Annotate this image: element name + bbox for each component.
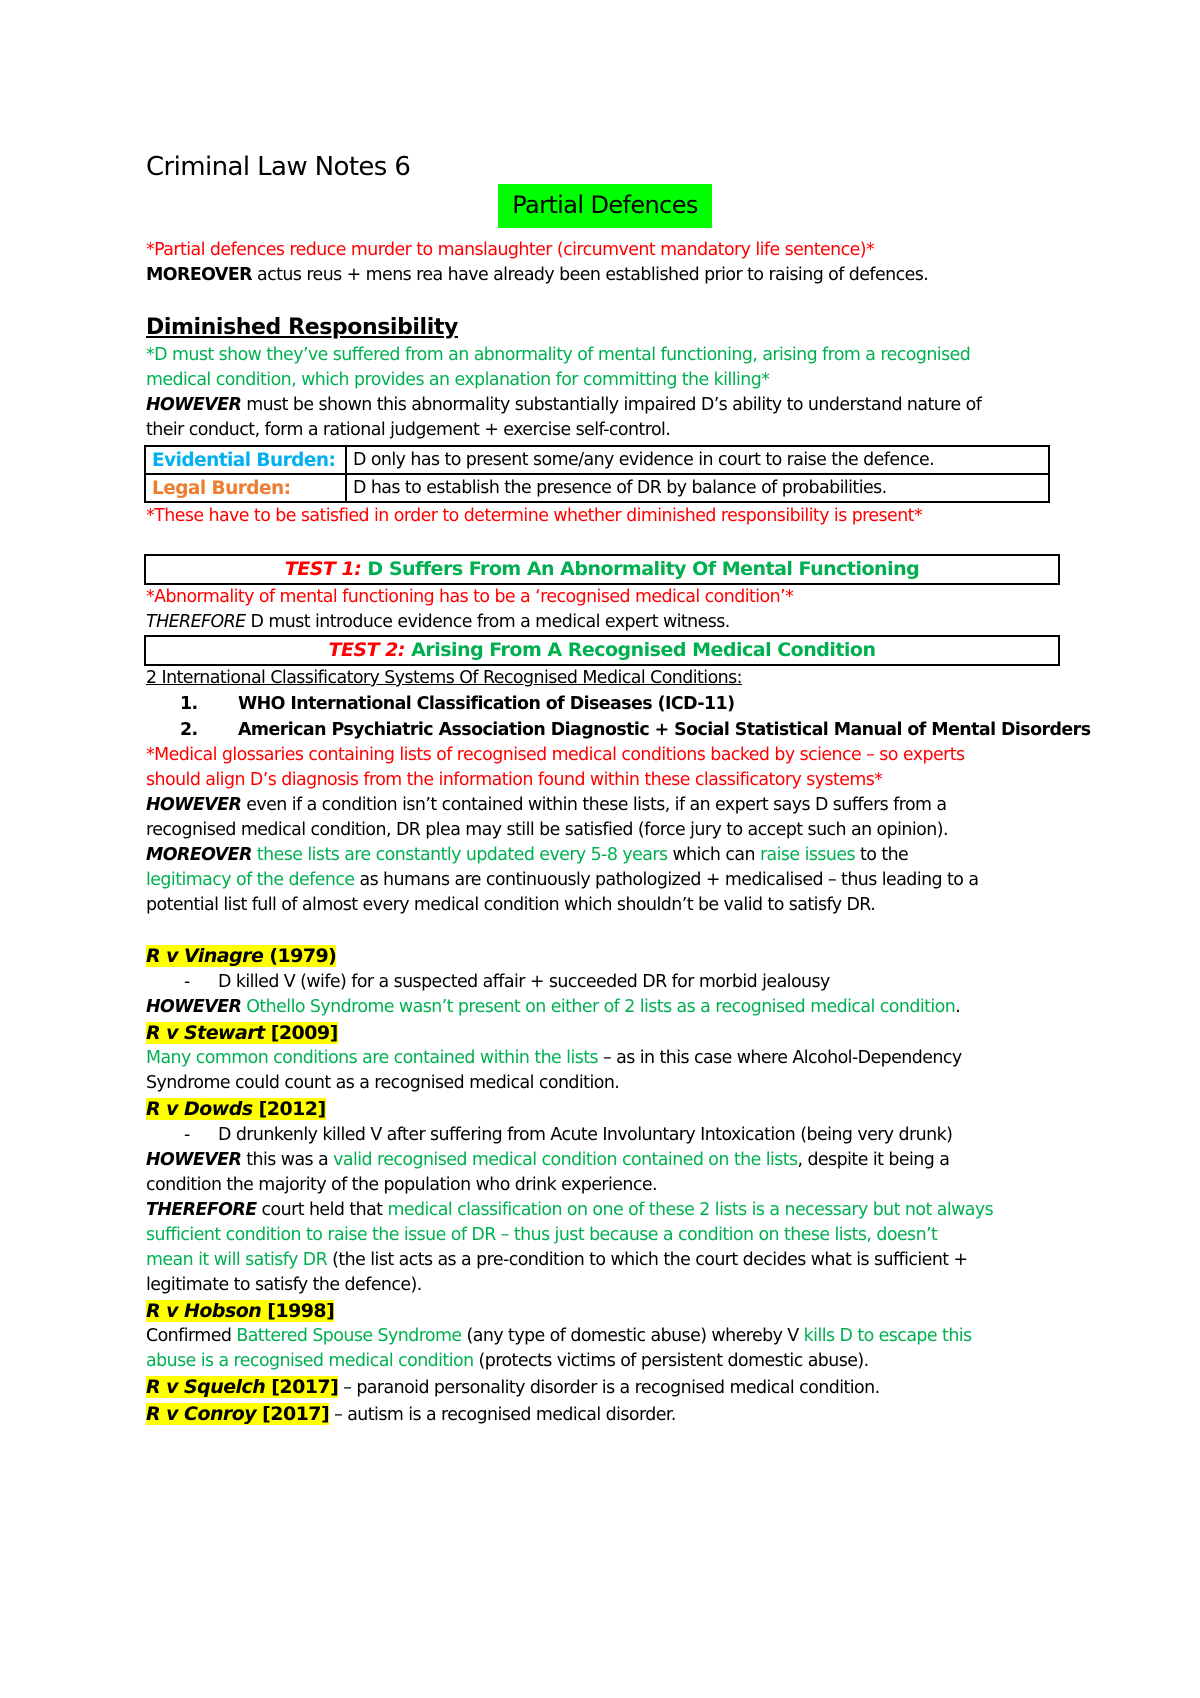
stewart-line [146,1046,1064,1071]
case-name: R v Stewart [146,1022,265,1044]
case-name: R v Squelch [146,1376,266,1398]
list-item [146,691,1064,717]
bullet-text: D drunkenly killed V after suffering from Acute Involuntary Intoxication (being very drunk) [218,1125,953,1145]
test-1-title: D Suffers From An Abnormality Of Mental Functioning [361,558,920,580]
test-1-therefore-text: D must introduce evidence from a medical expert witness. [245,612,730,632]
test-2-moreover-line2 [146,868,1064,893]
body-text: as humans are continuously pathologized + medicalised – thus leading to a [354,870,979,890]
test-2-moreover [146,843,1064,868]
classification-systems-list [146,691,1091,743]
highlighted-text: Many common conditions are contained within the lists [146,1048,599,1068]
body-text: (the list acts as a pre-condition to which the court decides what is sufficient + [327,1250,968,1270]
test-2-note-line: should align D’s diagnosis from the information found within these classificatory systems* [146,770,883,790]
dr-however-line2: their conduct, form a rational judgement + exercise self-control. [146,420,671,440]
test-1-therefore [146,610,1064,635]
case-year: [2009] [264,1022,338,1044]
body-text: – paranoid personality disorder is a recognised medical condition. [338,1378,880,1398]
dr-however-text: must be shown this abnormality substantially impaired D’s ability to understand nature of [241,395,982,415]
case-name-highlight [146,1300,334,1322]
body-text: to the [855,845,909,865]
case-year: [2012] [252,1098,326,1120]
list-item [146,1122,1064,1148]
legal-burden-text: D has to establish the presence of DR by balance of probabilities. [346,474,1049,502]
test-1-heading [144,554,1060,585]
case-name-highlight [146,1376,338,1398]
case-heading-vinagre [146,943,1064,969]
highlighted-text: medical classification on one of these 2 lists is a necessary but not always [387,1200,994,1220]
dowds-therefore-line4: legitimate to satisfy the defence). [146,1275,422,1295]
dash-bullet-icon: - [184,1125,190,1145]
case-heading-hobson [146,1298,1064,1324]
dr-note-line: medical condition, which provides an explanation for committing the killing* [146,370,770,390]
however-keyword: HOWEVER [146,395,242,415]
intro-moreover [146,263,1064,288]
case-name: R v Hobson [146,1300,262,1322]
list-item-text: American Psychiatric Association Diagnostic + Social Statistical Manual of Mental Disorders [238,720,1091,740]
spacer [146,529,1064,554]
test-1-number: TEST 1: [284,558,362,580]
however-keyword: HOWEVER [146,795,242,815]
case-name-highlight [146,1403,329,1425]
evidential-burden-label: Evidential Burden: [145,446,346,474]
table-row [145,446,1049,474]
body-text: – autism is a recognised medical disorder. [329,1405,676,1425]
moreover-keyword: MOREOVER [146,265,253,285]
body-text: – as in this case where Alcohol-Dependency [598,1048,962,1068]
case-name: R v Dowds [146,1098,253,1120]
however-keyword: HOWEVER [146,1150,242,1170]
highlighted-text: raise issues [759,845,855,865]
case-heading-dowds [146,1096,1064,1122]
test-2-note-line: *Medical glossaries containing lists of recognised medical conditions backed by science – so experts [146,745,965,765]
case-name: R v Conroy [146,1403,257,1425]
case-name-highlight [146,1098,326,1120]
highlighted-text: mean it will satisfy DR [146,1250,328,1270]
hobson-line [146,1324,1064,1349]
test-2-heading [144,635,1060,666]
dr-note-line: *D must show they’ve suffered from an abnormality of mental functioning, arising from a recognised [146,345,971,365]
section-heading-diminished-responsibility: Diminished Responsibility [146,315,458,340]
vinagre-however [146,995,1064,1020]
list-number: 2. [180,720,198,740]
body-text: , despite it being a [797,1150,950,1170]
dowds-however [146,1148,1064,1173]
bullet-text: D killed V (wife) for a suspected affair + succeeded DR for morbid jealousy [218,972,830,992]
highlighted-text: abuse is a recognised medical condition [146,1351,474,1371]
highlighted-text: kills D to escape this [803,1326,972,1346]
spacer [146,288,1064,313]
body-text: which can [667,845,760,865]
dr-however [146,393,1064,418]
body-text: (protects victims of persistent domestic abuse). [473,1351,869,1371]
case-heading-stewart [146,1020,1064,1046]
list-item-text: WHO International Classification of Diseases (ICD-11) [238,694,735,714]
test-2-however [146,793,1064,818]
systems-heading: 2 International Classificatory Systems Of Recognised Medical Conditions: [146,668,742,688]
case-year: (1979) [263,945,337,967]
highlighted-text: legitimacy of the defence [146,870,355,890]
case-name: R v Vinagre [146,945,264,967]
moreover-keyword: MOREOVER [146,845,252,865]
case-year: [2017] [265,1376,339,1398]
hobson-line2 [146,1349,1064,1374]
dowds-therefore-line3 [146,1248,1064,1273]
test-2-however-text: even if a condition isn’t contained within these lists, if an expert says D suffers from a [241,795,947,815]
therefore-keyword: THEREFORE [146,1200,257,1220]
highlighted-text: these lists are constantly updated every 5-8 years [251,845,668,865]
dowds-therefore-line2: sufficient condition to raise the issue of DR – thus just because a condition on these lists, doesn’t [146,1225,938,1245]
case-year: [2017] [256,1403,330,1425]
test-2-moreover-line3: potential list full of almost every medical condition which shouldn’t be valid to satisfy DR. [146,895,876,915]
highlighted-text: valid recognised medical condition contained on the lists [333,1150,798,1170]
subtitle-wrap [146,184,1064,232]
case-line-squelch [146,1374,1064,1401]
test-2-number: TEST 2: [328,639,406,661]
list-item [146,717,1091,743]
stewart-line2: Syndrome could count as a recognised medical condition. [146,1073,620,1093]
document-title: Criminal Law Notes 6 [146,152,411,182]
body-text: court held that [256,1200,388,1220]
case-line-conroy [146,1401,1064,1428]
case-name-highlight [146,1022,338,1044]
test-2-title: Arising From A Recognised Medical Condition [405,639,876,661]
dash-bullet-icon: - [184,972,190,992]
burden-table [144,445,1050,503]
test-2-however-line2: recognised medical condition, DR plea may still be satisfied (force jury to accept such an opinion). [146,820,948,840]
highlighted-text: Battered Spouse Syndrome [236,1326,462,1346]
case-name-highlight [146,945,336,967]
case-year: [1998] [261,1300,335,1322]
spacer [146,918,1064,943]
dowds-therefore [146,1198,1064,1223]
table-row [145,474,1049,502]
body-text: (any type of domestic abuse) whereby V [461,1326,804,1346]
document-body [146,150,1091,1428]
therefore-keyword: THEREFORE [146,612,246,632]
list-number: 1. [180,694,198,714]
body-text: . [955,997,961,1017]
body-text: Confirmed [146,1326,237,1346]
intro-note: *Partial defences reduce murder to manslaughter (circumvent mandatory life sentence)* [146,240,875,260]
evidential-burden-text: D only has to present some/any evidence in court to raise the defence. [346,446,1049,474]
section-title-partial-defences: Partial Defences [498,184,712,228]
however-keyword: HOWEVER [146,997,242,1017]
test-1-note: *Abnormality of mental functioning has to be a ‘recognised medical condition’* [146,587,794,607]
burden-satisfy-note: *These have to be satisfied in order to determine whether diminished responsibility is present* [146,506,923,526]
highlighted-text: Othello Syndrome wasn’t present on either of 2 lists as a recognised medical condition [241,997,956,1017]
legal-burden-label: Legal Burden: [145,474,346,502]
body-text: this was a [241,1150,334,1170]
dowds-however-line2: condition the majority of the population who drink experience. [146,1175,657,1195]
list-item [146,969,1064,995]
intro-moreover-text: actus reus + mens rea have already been established prior to raising of defences. [252,265,929,285]
